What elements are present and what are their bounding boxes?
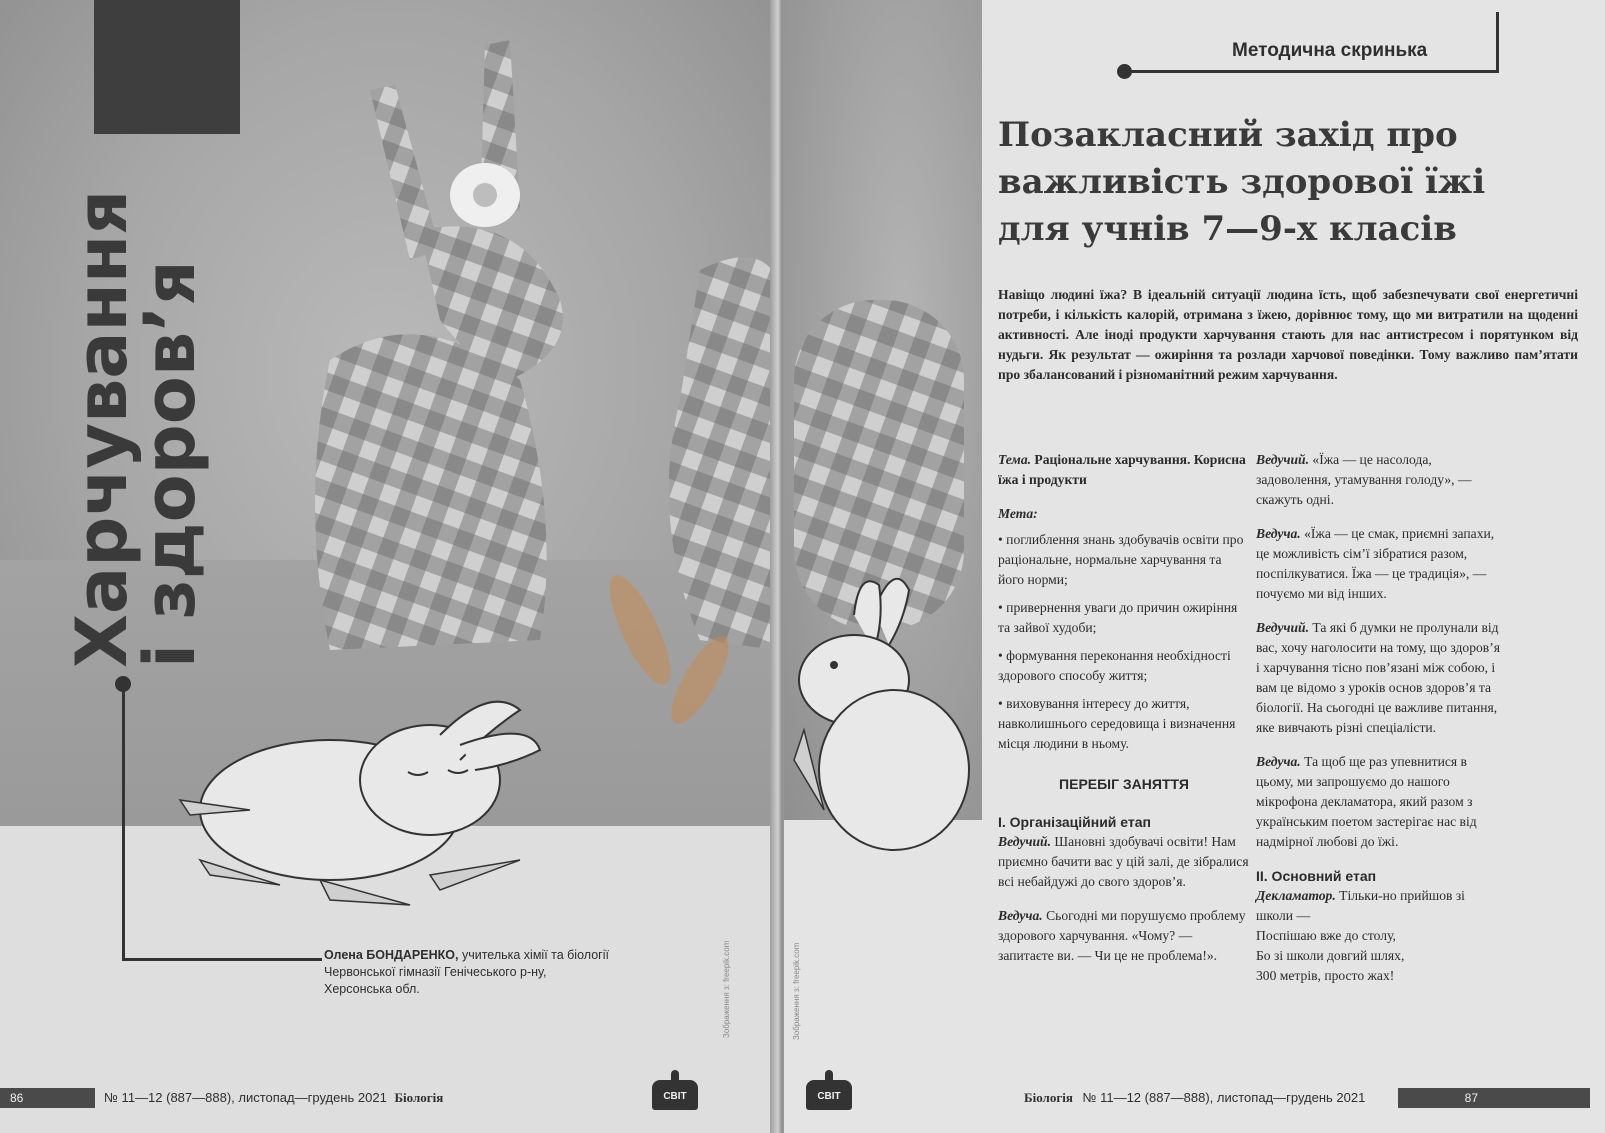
- column-1: [998, 450, 1250, 980]
- column-2: [1256, 450, 1500, 986]
- paragraph-text: Та які б думки не пролунали від вас, хочу наголосити на тому, що здоров’я і харчування тісно пов’язані між собою, і вам це відомо з уроків основ здоров’я та біології. На сьогодні це важливе питання, яке вивчають різні спеціалісти.: [1256, 620, 1500, 735]
- magazine-name-left: Біологія: [394, 1090, 444, 1105]
- paragraph-text: Та щоб ще раз упевнитися в цьому, ми запрошуємо до нашого мікрофона декламатора, який разом з українським поетом застерігає нас від надмірної любові до їжі.: [1256, 754, 1477, 849]
- section-rule: [1124, 70, 1499, 73]
- issue-info-right: № 11—12 (887—888), листопад—грудень 2021: [1082, 1090, 1366, 1105]
- tema-label: Тема.: [998, 452, 1032, 467]
- speaker-label: Ведучий.: [1256, 620, 1310, 635]
- section-label: Методична скринька: [1232, 40, 1428, 61]
- image-credit-right: Зображення з: freepik.com: [792, 942, 801, 1040]
- section-dot: [1117, 64, 1132, 79]
- sleeping-rabbit-drawing: [140, 690, 580, 930]
- author-details: учителька хімії та біології Червонської гімназії Генічеського р-ну, Херсонська обл.: [324, 948, 609, 996]
- speaker-label: Ведучий.: [1256, 452, 1310, 467]
- poem-line: Поспішаю вже до столу,: [1256, 928, 1396, 943]
- progress-heading: ПЕРЕБІГ ЗАНЯТТЯ: [1059, 776, 1189, 792]
- logo-icon-right: СВІТ: [806, 1080, 852, 1110]
- article-lede: Навіщо людині їжа? В ідеальній ситуації людина їсть, щоб забезпечувати свої енергетичні потреби, і кількість калорій, отримана з їжею, дорівнює тому, що ми витратили на щоденні активності. Але іноді продукти харчування стають для нас антистресом і порятунком від нудьги. Як результат — ожиріння та розлади харчової поведінки. Тому важливо пам’ятати про збалансований і різноманітний режим харчування.: [998, 287, 1578, 382]
- goals-list: [998, 530, 1250, 754]
- speaker-label: Ведучий.: [998, 834, 1052, 849]
- paragraph-text: Тільки-но прийшов зі школи —: [1256, 888, 1465, 923]
- speaker-label: Ведуча.: [998, 908, 1043, 923]
- page-number-right: 87: [1398, 1088, 1590, 1108]
- goal-item: • поглиблення знань здобувачів освіти про раціональне, нормальне харчування та його норми;: [998, 530, 1250, 590]
- speaker-label: Ведуча.: [1256, 526, 1301, 541]
- meta-label: Мета:: [998, 506, 1038, 521]
- magazine-name-right: Біологія: [1024, 1090, 1073, 1105]
- poem: [1256, 886, 1500, 986]
- paragraph-text: Шановні здобувачі освіти! Нам приємно бачити вас у цій залі, де зібралися всі небайдужі до свого здоров’я.: [998, 834, 1249, 889]
- title-line-1: Харчування: [61, 189, 143, 668]
- article-headline: Позакласний захід про важливість здорової їжі для учнів 7—9-х класів: [998, 115, 1486, 249]
- footer-right: [1024, 1090, 1365, 1110]
- image-credit-left: Зображення з: freepik.com: [722, 940, 731, 1038]
- right-page: [784, 0, 1605, 1133]
- title-line-2: і здоров’я: [129, 260, 211, 668]
- footer-left: [104, 1090, 443, 1110]
- author-credit: [324, 947, 614, 998]
- speaker-label: Декламатор.: [1256, 888, 1336, 903]
- poem-line: 300 метрів, просто жах!: [1256, 968, 1395, 983]
- stage1-heading: І. Організаційний етап: [998, 814, 1151, 830]
- vertical-rule: [122, 684, 125, 960]
- goal-item: • привернення уваги до причин ожиріння та зайвої худоби;: [998, 598, 1250, 638]
- paragraph-text: «Їжа — це насолода, задоволення, утамування голоду», — скажуть одні.: [1256, 452, 1472, 507]
- sitting-rabbit-drawing: [784, 570, 984, 870]
- goal-item: • виховування інтересу до життя, навколишнього середовища і визначення місця людини в ньому.: [998, 694, 1250, 754]
- section-rule-vertical: [1496, 12, 1499, 73]
- goal-item: • формування переконання необхідності здорового способу життя;: [998, 646, 1250, 686]
- issue-info-left: № 11—12 (887—888), листопад—грудень 2021: [104, 1090, 387, 1105]
- paragraph-text: «Їжа — це смак, приємні запахи, це можливість сім’ї зібратися разом, поспілкуватися. Їжа — це традиція», — почуємо ми від інших.: [1256, 526, 1495, 601]
- page-number-left: 86: [0, 1088, 95, 1108]
- vertical-title: [61, 68, 211, 668]
- speaker-label: Ведуча.: [1256, 754, 1301, 769]
- author-name: Олена БОНДАРЕНКО,: [324, 948, 459, 962]
- logo-icon-left: СВІТ: [652, 1080, 698, 1110]
- tema-text: Раціональне харчування. Корисна їжа і продукти: [998, 452, 1246, 487]
- poem-line: Бо зі школи довгий шлях,: [1256, 948, 1405, 963]
- horizontal-rule: [122, 958, 322, 961]
- left-page: [0, 0, 778, 1133]
- paragraph-text: Сьогодні ми порушуємо проблему здорового харчування. «Чому? — запитаєте ви. — Чи це не проблема!».: [998, 908, 1246, 963]
- stage2-heading: ІІ. Основний етап: [1256, 868, 1377, 884]
